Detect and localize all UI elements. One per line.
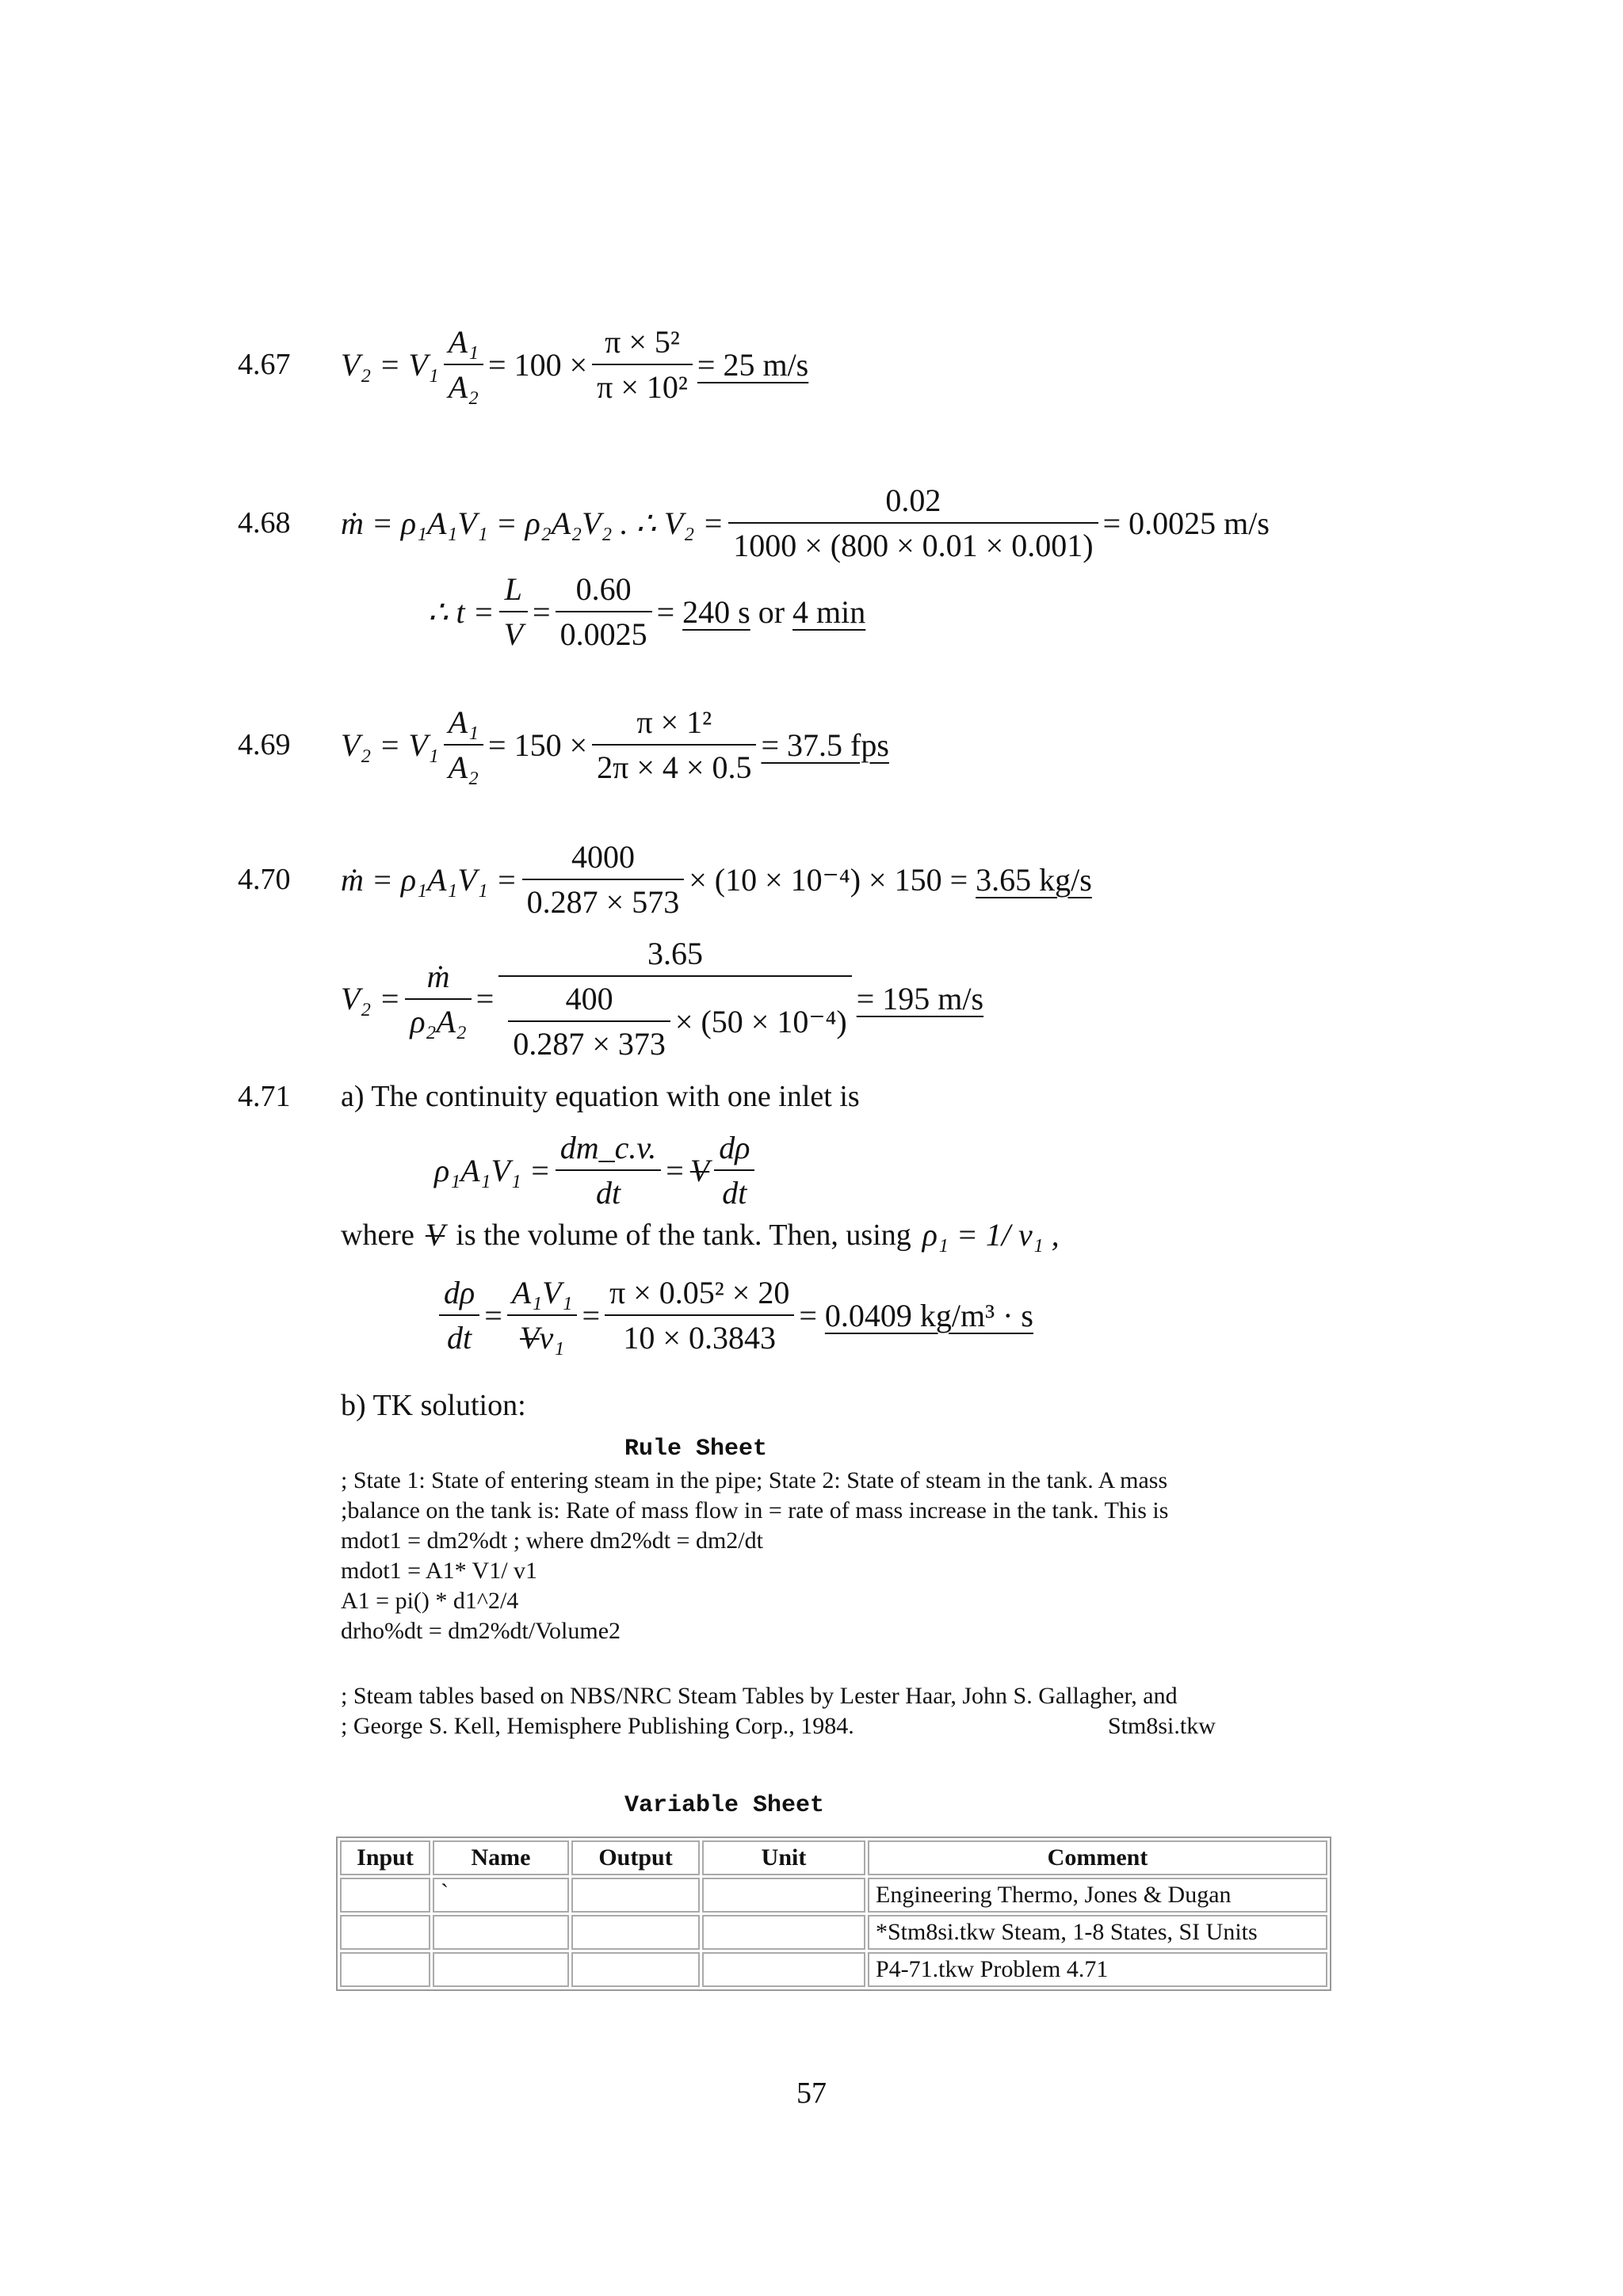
fraction-denominator: dt: [439, 1314, 479, 1356]
problem-4-71: [238, 1079, 860, 1114]
fraction-denominator: 0.287 × 573: [522, 879, 685, 921]
column-header-input: Input: [340, 1840, 430, 1875]
table-header-row: [340, 1840, 1327, 1875]
problem-4-68-time: [428, 570, 865, 653]
problem-4-70-velocity: [341, 935, 983, 1062]
where-text: where: [341, 1218, 414, 1252]
mass-flow-fraction: [405, 958, 471, 1040]
problem-number: 4.68: [238, 506, 291, 540]
time-lhs: ∴ t =: [428, 593, 495, 630]
fraction-denominator: [507, 1314, 578, 1356]
fraction-numerator: 0.60: [575, 571, 632, 607]
equation-middle: = 100 ×: [488, 346, 588, 383]
problem-number: 4.69: [238, 728, 291, 761]
rule-line: mdot1 = A1* V1/ v1: [341, 1558, 538, 1584]
rule-line: ; State 1: State of entering steam in the pipe; State 2: State of steam in the tank. A mass: [341, 1467, 1168, 1493]
table-cell: Engineering Thermo, Jones & Dugan: [868, 1878, 1327, 1913]
fraction-denominator: ρ₂A₂: [405, 998, 471, 1040]
fraction-denominator: 2π × 4 × 0.5: [592, 744, 756, 786]
table-cell: *Stm8si.tkw Steam, 1-8 States, SI Units: [868, 1915, 1327, 1950]
flow-over-volume-fraction: [507, 1274, 578, 1356]
nested-density-fraction: [508, 980, 670, 1062]
part-a-text: a) The continuity equation with one inlet is: [341, 1080, 860, 1113]
equals-sign: =: [666, 1152, 684, 1188]
drho-dt-fraction: [714, 1129, 754, 1211]
table-row: [340, 1952, 1327, 1987]
table-cell: [340, 1878, 430, 1913]
rule-line: mdot1 = dm2%dt ; where dm2%dt = dm2/dt: [341, 1527, 763, 1554]
part-b-text: b) TK solution:: [341, 1389, 526, 1422]
rule-sheet-title: Rule Sheet: [624, 1436, 768, 1463]
table-cell: [571, 1952, 700, 1987]
or-text: or: [750, 593, 793, 630]
equation-lhs: V₂ = V₁: [341, 727, 439, 763]
table-cell: `: [433, 1878, 569, 1913]
fraction-numerator: dm_c.v.: [559, 1130, 657, 1165]
table-cell: [433, 1952, 569, 1987]
table-row: [340, 1878, 1327, 1913]
fraction-denominator: 0.0025: [556, 611, 652, 653]
rule-line: A1 = pi() * d1^2/4: [341, 1588, 519, 1614]
volume-symbol: V: [425, 1217, 445, 1253]
problem-number: 4.70: [238, 863, 291, 896]
equation-middle: = 150 ×: [488, 727, 588, 763]
equation-result: 0.0409 kg/m³ · s: [824, 1297, 1033, 1333]
equals-sign: =: [582, 1297, 601, 1333]
velocity-fraction: [728, 482, 1098, 564]
problem-4-67: [238, 323, 808, 406]
time-fraction: [556, 570, 652, 653]
where-line: [341, 1216, 1060, 1253]
fraction-numerator: A₁: [448, 704, 479, 740]
time-minutes-result: 4 min: [792, 593, 866, 630]
fraction-denominator: [498, 975, 851, 1062]
fraction-numerator: 3.65: [647, 936, 704, 971]
page-number: 57: [796, 2077, 827, 2110]
fraction-numerator: 400: [565, 981, 613, 1016]
fraction-denominator: 10 × 0.3843: [605, 1314, 794, 1356]
fraction-denominator: V: [499, 611, 528, 653]
equals-sign: =: [475, 981, 495, 1016]
column-header-comment: Comment: [868, 1840, 1327, 1875]
volume-symbol: V: [689, 1152, 710, 1188]
fraction-denominator: π × 10²: [592, 364, 693, 406]
fraction-numerator: A₁V₁: [511, 1275, 573, 1310]
equation-result: = 195 m/s: [856, 981, 984, 1016]
variable-table: [336, 1836, 1331, 1991]
numeric-fraction: [592, 704, 756, 786]
equation-result: 3.65 kg/s: [976, 861, 1092, 898]
fraction-denominator: dt: [556, 1169, 661, 1211]
table-cell: [340, 1915, 430, 1950]
equation-middle: × (10 × 10⁻⁴) × 150 =: [689, 861, 976, 898]
rule-sheet-body: [341, 1466, 1168, 1646]
fraction-denominator: 0.287 × 373: [508, 1020, 670, 1062]
equation-result: = 0.0025 m/s: [1102, 505, 1270, 541]
table-cell: [571, 1878, 700, 1913]
problem-number: 4.71: [238, 1080, 291, 1113]
numeric-fraction: [605, 1274, 794, 1356]
equals-sign: =: [533, 593, 551, 630]
steam-table-note: [341, 1681, 1228, 1741]
table-row: [340, 1915, 1327, 1950]
fraction-numerator: π × 0.05² × 20: [609, 1275, 790, 1310]
note-filename: Stm8si.tkw: [1108, 1713, 1216, 1739]
equation-lhs: ṁ = ρ₁A₁V₁ = ρ₂A₂V₂ . ∴ V₂ =: [341, 505, 724, 541]
volume-symbol: V: [520, 1320, 540, 1356]
equals-sign: =: [656, 593, 683, 630]
equation-lhs: ṁ = ρ₁A₁V₁ =: [341, 861, 517, 898]
note-line: ; Steam tables based on NBS/NRC Steam Tables by Lester Haar, John S. Gallagher, and: [341, 1683, 1178, 1709]
dm-dt-fraction: [556, 1129, 661, 1211]
table-cell: [433, 1915, 569, 1950]
compound-fraction: [498, 935, 851, 1062]
fraction-denominator: A₂: [444, 744, 483, 786]
column-header-name: Name: [433, 1840, 569, 1875]
variable-sheet-table: [336, 1836, 1331, 1991]
specific-volume-symbol: v₁: [539, 1320, 565, 1356]
equation-result: = 25 m/s: [697, 346, 809, 383]
table-cell: [702, 1952, 865, 1987]
problem-number: 4.67: [238, 348, 291, 381]
fraction-numerator: π × 1²: [636, 704, 712, 740]
note-line: ; George S. Kell, Hemisphere Publishing Corp., 1984.: [341, 1713, 854, 1739]
continuity-equation: [434, 1129, 759, 1211]
fraction-numerator: ṁ: [426, 958, 450, 994]
fraction-numerator: dρ: [719, 1130, 750, 1165]
equation-lhs: V₂ = V₁: [341, 346, 439, 383]
table-cell: P4-71.tkw Problem 4.71: [868, 1952, 1327, 1987]
equals-sign: =: [799, 1297, 825, 1333]
fraction-numerator: 4000: [571, 839, 635, 875]
problem-4-69: [238, 704, 889, 786]
area-ratio-fraction: [444, 704, 483, 786]
fraction-numerator: L: [504, 571, 522, 607]
rule-line: drho%dt = dm2%dt/Volume2: [341, 1618, 621, 1644]
area-ratio-fraction: [444, 323, 483, 406]
table-cell: [340, 1952, 430, 1987]
drho-dt-fraction: [439, 1274, 479, 1356]
rule-line: ;balance on the tank is: Rate of mass flow in = rate of mass increase in the tank. This is: [341, 1497, 1169, 1524]
equation-result: = 37.5 fps: [761, 727, 889, 763]
table-cell: [571, 1915, 700, 1950]
fraction-numerator: 0.02: [885, 482, 941, 518]
table-cell: [702, 1915, 865, 1950]
column-header-output: Output: [571, 1840, 700, 1875]
problem-4-68: [238, 482, 1270, 564]
fraction-denominator: dt: [714, 1169, 754, 1211]
density-fraction: [522, 838, 685, 921]
variable-sheet-title: Variable Sheet: [624, 1792, 825, 1819]
density-relation: ρ₁ = 1/ v₁ ,: [922, 1217, 1060, 1253]
equals-sign: =: [484, 1297, 502, 1333]
density-rate-equation: [434, 1274, 1033, 1356]
numeric-fraction: [592, 323, 693, 406]
time-seconds-result: 240 s: [682, 593, 750, 630]
note-line-2: [341, 1711, 1228, 1741]
problem-4-70: [238, 838, 1092, 921]
fraction-denominator: A₂: [444, 364, 483, 406]
mass-flow-term: ρ₁A₁V₁ =: [434, 1152, 551, 1188]
velocity-lhs: V₂ =: [341, 981, 401, 1016]
fraction-denominator: 1000 × (800 × 0.01 × 0.001): [728, 522, 1098, 564]
fraction-numerator: dρ: [444, 1275, 475, 1310]
column-header-unit: Unit: [702, 1840, 865, 1875]
fraction-numerator: π × 5²: [605, 324, 680, 360]
length-over-velocity: [499, 570, 528, 653]
fraction-numerator: A₁: [448, 324, 479, 360]
where-description: is the volume of the tank. Then, using: [456, 1218, 911, 1252]
table-cell: [702, 1878, 865, 1913]
area-term: × (50 × 10⁻⁴): [674, 1003, 847, 1039]
